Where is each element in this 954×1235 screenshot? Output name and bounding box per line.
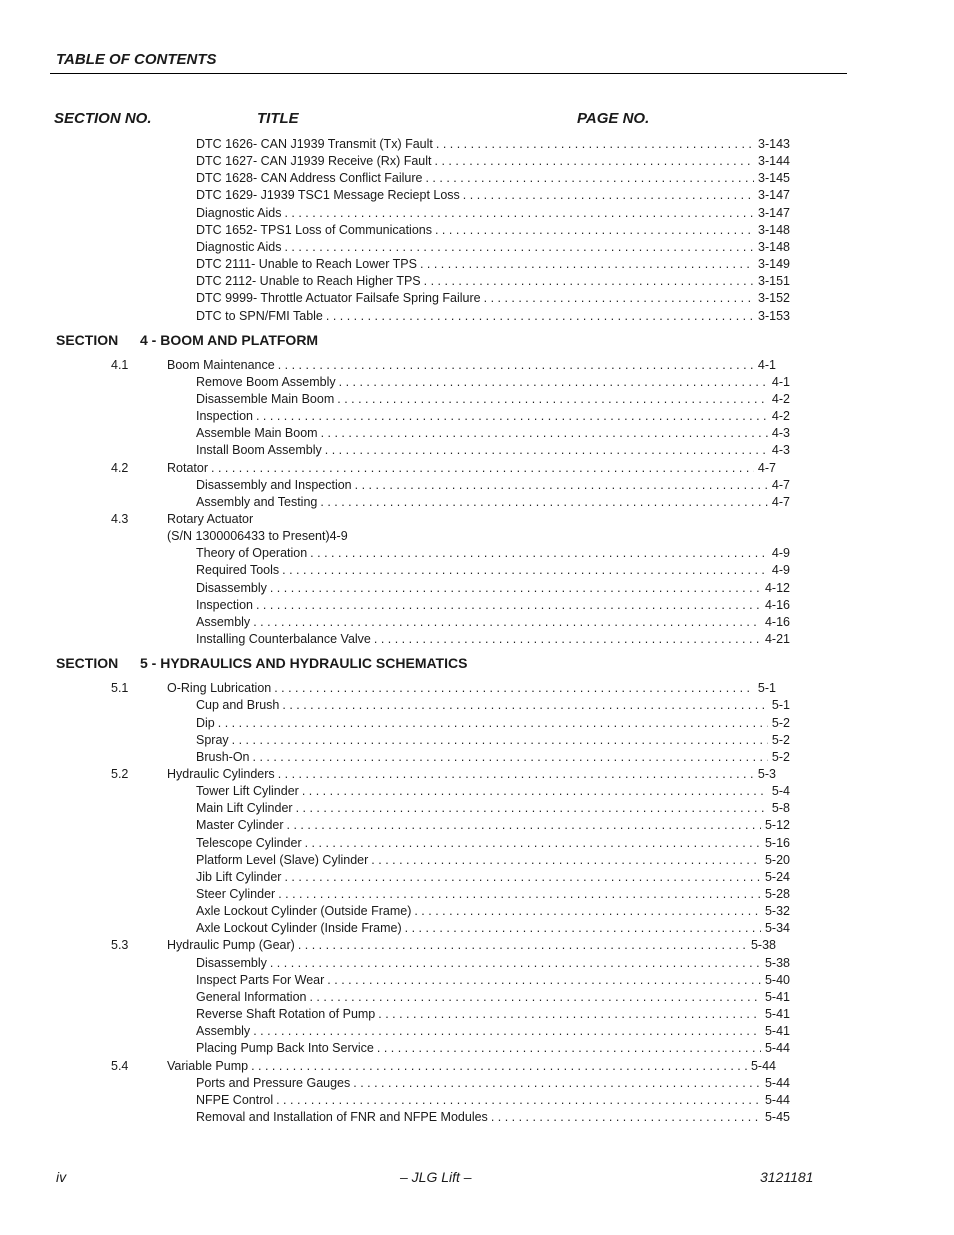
toc-entry-page: 5-38 [750,938,776,953]
toc-entry-page: 4-12 [764,580,790,595]
toc-subentry[interactable] [196,1006,790,1023]
toc-subentry[interactable] [196,1092,790,1109]
toc-subentry[interactable] [196,187,790,204]
toc-subentry[interactable] [196,835,790,852]
dot-leader [374,631,761,648]
dot-leader [405,920,761,937]
dot-leader [211,460,754,477]
dot-leader [321,425,768,442]
toc-entry-page: 5-40 [764,972,790,987]
toc-entry-page: 3-148 [758,222,790,237]
toc-entry-page: 4-3 [771,426,790,441]
toc-entry-label: Inspection [196,409,253,424]
dot-leader [325,442,768,459]
toc-entry-page: 4-16 [764,614,790,629]
column-header-section: SECTION NO. [54,110,152,127]
toc-subentry[interactable] [196,972,790,989]
toc-subentry[interactable] [196,869,790,886]
toc-subentry[interactable] [196,614,790,631]
toc-entry-label: Required Tools [196,563,280,578]
toc-entry[interactable] [167,528,790,545]
toc-entry-number: 5.2 [111,766,129,781]
dot-leader [284,205,754,222]
toc-entry-label: Hydraulic Cylinders [167,766,275,781]
toc-entry-page: 3-152 [758,291,790,306]
toc-entry-page: 5-2 [771,715,790,730]
toc-entry-label: Cup and Brush [196,698,280,713]
toc-subentry[interactable] [196,425,790,442]
dot-leader [256,597,761,614]
toc-entry[interactable] [111,680,776,697]
toc-entry-label: Brush-On [196,749,250,764]
dot-leader [284,239,754,256]
toc-entry-page: 4-7 [757,460,776,475]
dot-leader [276,1092,761,1109]
toc-entry-label: Disassembly [196,955,267,970]
toc-subentry[interactable] [196,817,790,834]
dot-leader [310,545,768,562]
toc-entry[interactable] [111,511,790,528]
toc-entry-page: 5-24 [764,869,790,884]
toc-entry-label: Main Lift Cylinder [196,801,293,816]
toc-entry-label: DTC 1626- CAN J1939 Transmit (Tx) Fault [196,137,433,151]
toc-entry-label: Boom Maintenance [167,357,275,372]
dot-leader [253,614,761,631]
dot-leader [278,886,761,903]
toc-entry-label: Install Boom Assembly [196,443,322,458]
toc-subentry[interactable] [196,308,790,325]
dot-leader [420,256,754,273]
toc-entry-page: 4-1 [771,374,790,389]
toc-entry-label: Disassembly [196,580,267,595]
toc-entry-label: NFPE Control [196,1092,274,1107]
toc-entry-page: 5-2 [771,749,790,764]
toc-subentry[interactable] [196,391,790,408]
toc-entry-label: DTC 1628- CAN Address Conflict Failure [196,171,423,186]
toc-subentry[interactable] [196,800,790,817]
toc-entry-number: 4.2 [111,460,129,475]
dot-leader [326,308,754,325]
dot-leader [436,136,754,153]
dot-leader [425,170,754,187]
toc-entry-page: 3-147 [758,205,790,220]
toc-entry-label: Assemble Main Boom [196,426,318,441]
toc-subentry[interactable] [196,732,790,749]
toc-entry-label: Tower Lift Cylinder [196,784,299,799]
toc-entry-page: 4-7 [771,494,790,509]
toc-entry-page: 5-34 [764,921,790,936]
dot-leader [327,972,761,989]
toc-subentry[interactable] [196,374,790,391]
footer-brand: – JLG Lift – [400,1169,472,1185]
toc-subentry[interactable] [196,222,790,239]
toc-entry-page: 4-9 [771,546,790,561]
toc-entry-label: Variable Pump [167,1058,249,1073]
section-heading [56,331,318,349]
toc-entry-page: 3-153 [758,308,790,323]
toc-subentry[interactable] [196,852,790,869]
dot-leader [463,187,754,204]
toc-subentry[interactable] [196,1075,790,1092]
toc-entry-label: Placing Pump Back Into Service [196,1041,374,1056]
column-header-title: TITLE [257,110,299,127]
page-header-title: TABLE OF CONTENTS [56,51,217,68]
toc-entry-page: 3-147 [758,188,790,203]
toc-subentry[interactable] [196,989,790,1006]
toc-entry-label: Inspection [196,597,253,612]
toc-entry-page: 3-145 [758,171,790,186]
toc-entry-label: Installing Counterbalance Valve [196,632,371,647]
toc-entry-page: 4-3 [771,443,790,458]
dot-leader [371,852,761,869]
dot-leader [484,290,754,307]
toc-entry-page: 5-41 [764,989,790,1004]
toc-entry[interactable] [111,460,776,477]
toc-entry-page: 5-2 [771,732,790,747]
toc-entry-label: O-Ring Lubrication [167,681,272,696]
toc-entry-page: 4-2 [771,391,790,406]
toc-subentry[interactable] [196,886,790,903]
toc-entry-page: 4-21 [764,632,790,647]
toc-subentry[interactable] [196,170,790,187]
toc-subentry[interactable] [196,920,790,937]
toc-entry-page: 5-20 [764,852,790,867]
dot-leader [337,391,768,408]
toc-entry-page: 5-44 [764,1092,790,1107]
dot-leader [339,374,768,391]
toc-entry-label: Telescope Cylinder [196,835,302,850]
toc-entry-number: 5.3 [111,938,129,953]
dot-leader [251,1058,747,1075]
dot-leader [253,749,768,766]
toc-entry-page: 4-2 [771,409,790,424]
toc-entry-page: 4-9 [771,563,790,578]
footer-page-number: iv [56,1169,67,1185]
toc-entry-label: Disassemble Main Boom [196,391,335,406]
toc-entry-label: Diagnostic Aids [196,239,282,254]
section-title: 4 - BOOM AND PLATFORM [140,331,319,348]
dot-leader [278,766,754,783]
toc-entry-label: Platform Level (Slave) Cylinder [196,852,369,867]
toc-entry-label: Theory of Operation [196,546,308,561]
toc-entry-page: 3-151 [758,274,790,289]
toc-entry-page: 5-41 [764,1007,790,1022]
dot-leader [253,1023,761,1040]
toc-entry-page: 5-3 [757,766,776,781]
dot-leader [284,869,761,886]
toc-entry-label: Steer Cylinder [196,887,276,901]
toc-subentry[interactable] [196,256,790,273]
toc-entry-label: Assembly [196,614,251,629]
toc-entry-page: 3-144 [758,154,790,169]
toc-entry-label: DTC 2111- Unable to Reach Lower TPS [196,257,417,272]
toc-subentry[interactable] [196,205,790,222]
toc-entry-label: Removal and Installation of FNR and NFPE Modules [196,1109,488,1124]
toc-entry-label: DTC 9999- Throttle Actuator Failsafe Spring Failure [196,291,481,306]
toc-entry-page: 5-44 [764,1041,790,1056]
toc-entry-number: 5.4 [111,1058,129,1073]
toc-entry-label: Inspect Parts For Wear [196,972,325,987]
section-word: SECTION [56,655,119,672]
toc-entry-page: 5-1 [757,681,776,696]
toc-entry-page: 5-16 [764,835,790,850]
toc-subentry[interactable] [196,580,790,597]
toc-entry-page: 3-149 [758,257,790,272]
toc-entry[interactable] [111,937,776,954]
dot-leader [282,562,768,579]
dot-leader [287,817,761,834]
dot-leader [309,989,760,1006]
toc-entry-label: Jib Lift Cylinder [196,869,282,884]
dot-leader [296,800,768,817]
dot-leader [270,580,761,597]
toc-entry-page: 5-32 [764,904,790,919]
toc-entry-page: 4-7 [771,477,790,492]
toc-entry-page: 5-38 [764,955,790,970]
toc-entry-label: DTC to SPN/FMI Table [196,308,323,323]
toc-entry-number: 5.1 [111,681,129,696]
toc-entry[interactable] [111,766,776,783]
toc-subentry[interactable] [196,597,790,614]
toc-entry-label: Axle Lockout Cylinder (Inside Frame) [196,921,402,936]
dot-leader [377,1040,761,1057]
toc-subentry[interactable] [196,783,790,800]
dot-leader [435,222,754,239]
dot-leader [302,783,768,800]
toc-subentry[interactable] [196,1040,790,1057]
dot-leader [378,1006,761,1023]
toc-entry-page: 3-143 [758,137,790,151]
dot-leader [491,1109,761,1126]
toc-subentry[interactable] [196,136,790,153]
toc-subentry[interactable] [196,545,790,562]
toc-entry-label: Assembly [196,1024,251,1039]
toc-entry[interactable] [111,357,776,374]
column-header-page: PAGE NO. [577,110,650,127]
toc-entry-label: Ports and Pressure Gauges [196,1075,351,1090]
toc-subentry[interactable] [196,273,790,290]
toc-subentry[interactable] [196,1109,790,1126]
toc-entry-number: 4.3 [111,512,129,526]
toc-subentry[interactable] [196,153,790,170]
dot-leader [256,408,768,425]
toc-entry-page: 4-16 [764,597,790,612]
toc-entry-label: Remove Boom Assembly [196,374,336,389]
toc-entry-label: DTC 1652- TPS1 Loss of Communications [196,222,432,237]
toc-entry-label: DTC 1627- CAN J1939 Receive (Rx) Fault [196,154,432,169]
toc-entry-label: Disassembly and Inspection [196,477,352,492]
toc-subentry[interactable] [196,697,790,714]
toc-entry-label: Dip [196,715,215,730]
toc-entry-page: 5-45 [764,1109,790,1124]
toc-entry-label: DTC 2112- Unable to Reach Higher TPS [196,274,421,289]
toc-entry-label: Diagnostic Aids [196,205,282,220]
toc-entry-page: 5-44 [764,1075,790,1090]
dot-leader [435,153,755,170]
toc-entry-label: (S/N 1300006433 to Present)4-9 [167,529,348,544]
toc-entry-label: Assembly and Testing [196,494,318,509]
toc-entry-page: 5-1 [771,698,790,713]
dot-leader [353,1075,761,1092]
dot-leader [278,357,754,374]
toc-subentry[interactable] [196,955,790,972]
toc-entry-number: 4.1 [111,357,129,372]
toc-entry-label: Spray [196,732,229,747]
toc-entry-page: 5-41 [764,1024,790,1039]
section-word: SECTION [56,331,119,348]
toc-entry-label: Reverse Shaft Rotation of Pump [196,1007,376,1022]
toc-subentry[interactable] [196,715,790,732]
dot-leader [414,903,761,920]
toc-subentry[interactable] [196,562,790,579]
header-divider [50,73,847,74]
dot-leader [305,835,761,852]
dot-leader [298,937,747,954]
toc-entry-label: Rotator [167,460,208,475]
toc-entry-label: General Information [196,989,307,1004]
toc-subentry[interactable] [196,631,790,648]
dot-leader [424,273,754,290]
section-heading [56,654,467,672]
dot-leader [232,732,768,749]
toc-entry-page: 5-44 [750,1058,776,1073]
dot-leader [355,477,768,494]
toc-subentry[interactable] [196,749,790,766]
dot-leader [270,955,761,972]
toc-subentry[interactable] [196,239,790,256]
toc-entry-page: 5-12 [764,818,790,833]
toc-entry-page: 5-28 [764,887,790,901]
toc-entry-label: Master Cylinder [196,818,284,833]
dot-leader [274,680,754,697]
toc-subentry[interactable] [196,1023,790,1040]
toc-entry-label: Axle Lockout Cylinder (Outside Frame) [196,904,412,919]
toc-subentry[interactable] [196,477,790,494]
dot-leader [218,715,768,732]
dot-leader [320,494,768,511]
toc-entry-page: 4-1 [757,357,776,372]
toc-entry-page: 5-8 [771,801,790,816]
dot-leader [282,697,768,714]
toc-subentry[interactable] [196,290,790,307]
toc-entry-page: 3-148 [758,239,790,254]
toc-entry-page: 5-4 [771,784,790,799]
toc-subentry[interactable] [196,442,790,459]
toc-subentry[interactable] [196,408,790,425]
toc-entry-label: Hydraulic Pump (Gear) [167,938,295,953]
section-title: 5 - HYDRAULICS AND HYDRAULIC SCHEMATICS [140,655,468,672]
toc-entry[interactable] [111,1058,776,1075]
toc-entry-label: DTC 1629- J1939 TSC1 Message Reciept Loss [196,188,460,203]
toc-entry-label: Rotary Actuator [167,512,254,526]
toc-subentry[interactable] [196,494,790,511]
toc-subentry[interactable] [196,903,790,920]
footer-doc-number: 3121181 [760,1169,814,1185]
